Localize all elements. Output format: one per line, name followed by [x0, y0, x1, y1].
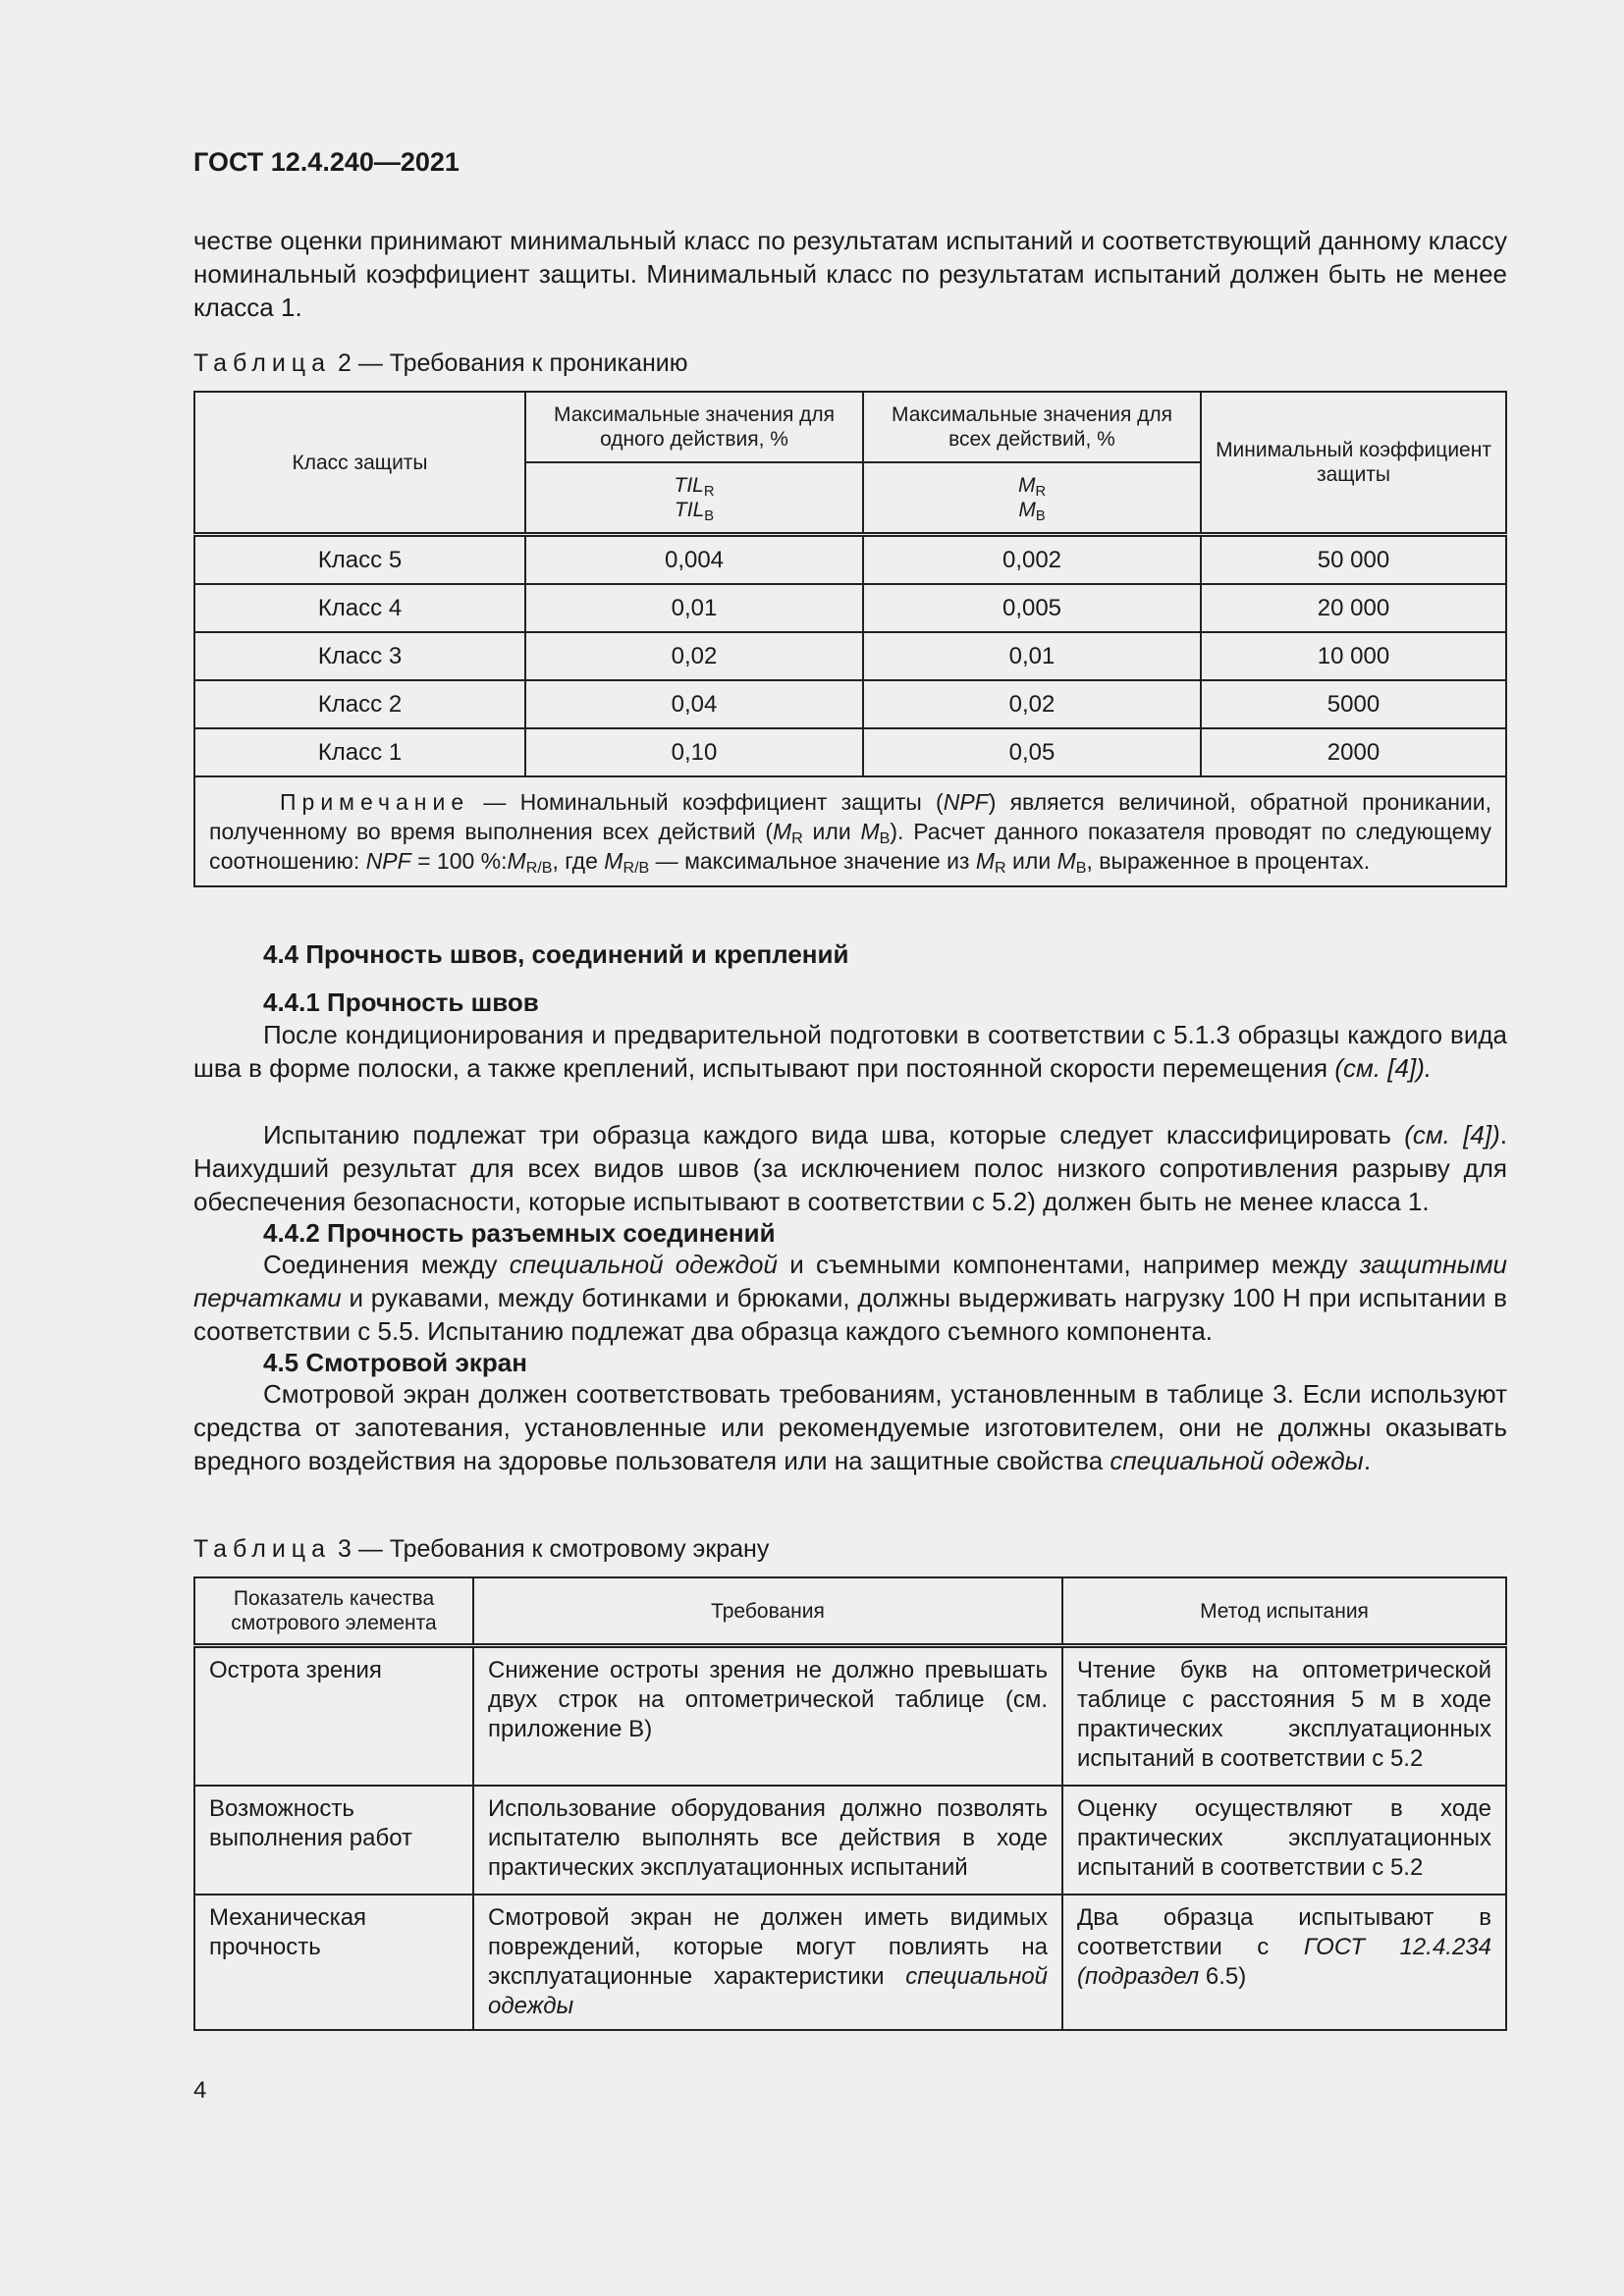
note-text: или: [1005, 848, 1057, 874]
table-row: [194, 728, 1506, 776]
t2-header-class: Класс защиты: [194, 392, 525, 535]
document-title: ГОСТ 12.4.240—2021: [193, 147, 460, 177]
note-text: — Номинальный коэффициент защиты (: [469, 789, 944, 815]
table2-caption: [193, 349, 687, 378]
m-r-symbol: M: [1017, 474, 1036, 497]
paragraph-text: Испытанию подлежат три образца каждого вида шва, которые следует классифицировать: [263, 1120, 1405, 1149]
t3-header-indicator: Показатель качества смотрового элемента: [194, 1577, 473, 1646]
table-row: [194, 1646, 1506, 1787]
table2-caption-text: 2 — Требования к прониканию: [337, 349, 688, 377]
note-m: M: [975, 848, 996, 874]
note-sub: B: [879, 829, 891, 847]
note-label: Примечание: [280, 789, 470, 815]
t3-cell-indicator: Острота зрения: [194, 1646, 473, 1787]
section-4-4-heading: 4.4 Прочность швов, соединений и креплений: [263, 939, 849, 969]
t3-header-method: Метод испытания: [1062, 1577, 1506, 1646]
t2-cell-single: 0,01: [525, 584, 863, 632]
t2-cell-all: 0,01: [863, 632, 1201, 680]
cell-reference: ГОСТ 12.4.234 (подраздел: [1077, 1934, 1492, 1990]
t3-cell-indicator: Механическая прочность: [194, 1895, 473, 2030]
table3-caption-label: Таблица: [193, 1535, 332, 1563]
note-npf: NPF: [943, 789, 989, 815]
t2-cell-all: 0,05: [863, 728, 1201, 776]
section-4-5-paragraph: [193, 1377, 1507, 1477]
t2-cell-single: 0,02: [525, 632, 863, 680]
table3-viewing-screen-requirements: [193, 1576, 1507, 2031]
note-sub: B: [1075, 859, 1087, 877]
note-text: ) является величиной, обратной проникании, полученному во время выполнения всех действий (: [209, 789, 1491, 844]
section-4-4-2-paragraph: [193, 1248, 1507, 1348]
t2-cell-coef: 50 000: [1201, 535, 1506, 585]
t2-cell-coef: 20 000: [1201, 584, 1506, 632]
til-b-symbol: TIL: [674, 499, 705, 521]
intro-paragraph: честве оценки принимают минимальный класс по результатам испытаний и соответствующий данному классу номинальный коэффициент защиты. Минимальный класс по результатам испытаний должен быть не менее класса 1.: [193, 226, 1507, 322]
table2-penetration-requirements: [193, 391, 1507, 887]
m-b-symbol: M: [1018, 499, 1036, 521]
cell-text: 6.5): [1199, 1963, 1247, 1990]
t2-note: [194, 776, 1506, 886]
page-number: 4: [193, 2077, 207, 2104]
t2-cell-all: 0,002: [863, 535, 1201, 585]
t3-cell-indicator: Возможность выполнения работ: [194, 1786, 473, 1895]
paragraph-text: . Наихудший результат для всех видов швов (за исключением полос низкого сопротивления разрыву для обеспечения безопасности, которые испытывают в соответствии с 5.2) должен быть не менее класса 1.: [193, 1120, 1507, 1216]
note-text: ). Расчет данного показателя проводят по следующему соотношению:: [209, 819, 1491, 874]
section-4-4-2-heading: 4.4.2 Прочность разъемных соединений: [263, 1218, 776, 1248]
note-m: M: [604, 848, 623, 874]
til-b-subscript: B: [704, 508, 715, 524]
t3-cell-requirement: Использование оборудования должно позволять испытателю выполнять все действия в ходе практических эксплуатационных испытаний: [473, 1786, 1062, 1895]
paragraph-text: и съемными компонентами, например между: [777, 1250, 1360, 1279]
t2-cell-coef: 10 000: [1201, 632, 1506, 680]
t3-cell-requirement: Снижение остроты зрения не должно превышать двух строк на оптометрической таблице (см. приложение В): [473, 1646, 1062, 1787]
table2-caption-label: Таблица: [193, 349, 332, 377]
note-sub: R/B: [525, 859, 553, 877]
table-row: [194, 632, 1506, 680]
paragraph-text: Смотровой экран должен соответствовать требованиям, установленным в таблице 3. Если используют средства от запотевания, установленные или рекомендуемые изготовителем, они не должны оказывать вредного воздействия на здоровье пользователя или на защитные свойства: [193, 1379, 1507, 1475]
table-row: [194, 1786, 1506, 1895]
note-text: , выраженное в процентах.: [1086, 848, 1371, 874]
section-4-4-1-heading: 4.4.1 Прочность швов: [263, 988, 539, 1017]
table-row: [194, 535, 1506, 585]
t2-cell-single: 0,004: [525, 535, 863, 585]
note-sub: R: [791, 829, 803, 847]
table-row: [194, 584, 1506, 632]
t2-cell-coef: 5000: [1201, 680, 1506, 728]
t3-cell-method: Оценку осуществляют в ходе практических эксплуатационных испытаний в соответствии с 5.2: [1062, 1786, 1506, 1895]
t3-cell-method: [1062, 1895, 1506, 2030]
note-text: — максимальное значение из: [649, 848, 976, 874]
t2-cell-class: Класс 3: [194, 632, 525, 680]
t2-cell-class: Класс 1: [194, 728, 525, 776]
table-row: [194, 680, 1506, 728]
t2-cell-single: 0,04: [525, 680, 863, 728]
t2-header-single: Максимальные значения для одного действия, %: [525, 392, 863, 462]
table3-caption-text: 3 — Требования к смотровому экрану: [337, 1535, 770, 1563]
cell-term: специальной одежды: [488, 1963, 1048, 2019]
m-r-subscript: R: [1035, 484, 1047, 500]
t2-header-all: Максимальные значения для всех действий, %: [863, 392, 1201, 462]
t3-cell-requirement: [473, 1895, 1062, 2030]
til-r-subscript: R: [703, 484, 715, 500]
section-4-5-heading: 4.5 Смотровой экран: [263, 1348, 527, 1377]
paragraph-text: После кондиционирования и предварительной подготовки в соответствии с 5.1.3 образцы каждого вида шва в форме полоски, а также креплений, испытывают при постоянной скорости перемещения: [193, 1020, 1507, 1083]
note-m: M: [772, 819, 792, 844]
section-4-4-1-paragraph-2: [193, 1118, 1507, 1218]
note-sub: R: [995, 859, 1006, 877]
note-text: или: [802, 819, 861, 844]
t3-cell-method: Чтение букв на оптометрической таблице с расстояния 5 м в ходе практических эксплуатационных испытаний в соответствии с 5.2: [1062, 1646, 1506, 1787]
section-4-4-1-paragraph-1: [193, 1018, 1507, 1085]
m-b-subscript: B: [1035, 508, 1046, 524]
t2-cell-all: 0,02: [863, 680, 1201, 728]
note-sub: R/B: [623, 859, 650, 877]
t2-cell-class: Класс 5: [194, 535, 525, 585]
paragraph-text: Соединения между: [263, 1250, 510, 1279]
t2-cell-class: Класс 4: [194, 584, 525, 632]
t2-cell-single: 0,10: [525, 728, 863, 776]
note-m: M: [507, 848, 526, 874]
paragraph-term: специальной одеждой: [509, 1250, 778, 1279]
t2-header-min-coef: Минимальный коэффициент защиты: [1201, 392, 1506, 535]
note-m: M: [860, 819, 880, 844]
paragraph-reference: (см. [4]): [1404, 1120, 1500, 1149]
note-text: , где: [552, 848, 605, 874]
t3-header-requirements: Требования: [473, 1577, 1062, 1646]
til-r-symbol: TIL: [674, 474, 704, 497]
cell-text: Два образца испытывают в соответствии с: [1077, 1904, 1491, 1960]
t2-cell-all: 0,005: [863, 584, 1201, 632]
note-m: M: [1056, 848, 1076, 874]
paragraph-term: защитными перчатками: [193, 1250, 1507, 1312]
t2-cell-coef: 2000: [1201, 728, 1506, 776]
paragraph-text: .: [1363, 1446, 1372, 1475]
paragraph-term: специальной одежды: [1110, 1446, 1364, 1475]
paragraph-text: и рукавами, между ботинками и брюками, должны выдерживать нагрузку 100 Н при испытании в соответствии с 5.5. Испытанию подлежат два образца каждого съемного компонента.: [193, 1283, 1507, 1346]
t2-cell-class: Класс 2: [194, 680, 525, 728]
cell-text: Смотровой экран не должен иметь видимых повреждений, которые могут повлиять на эксплуатационные характеристики: [488, 1904, 1048, 1990]
t2-header-til: [525, 462, 863, 535]
table-row: [194, 1895, 1506, 2030]
paragraph-reference: (см. [4]).: [1334, 1053, 1433, 1083]
t2-header-m: [863, 462, 1201, 535]
note-text: = 100 %:: [410, 848, 508, 874]
note-npf: NPF: [365, 848, 411, 874]
table3-caption: [193, 1535, 769, 1564]
